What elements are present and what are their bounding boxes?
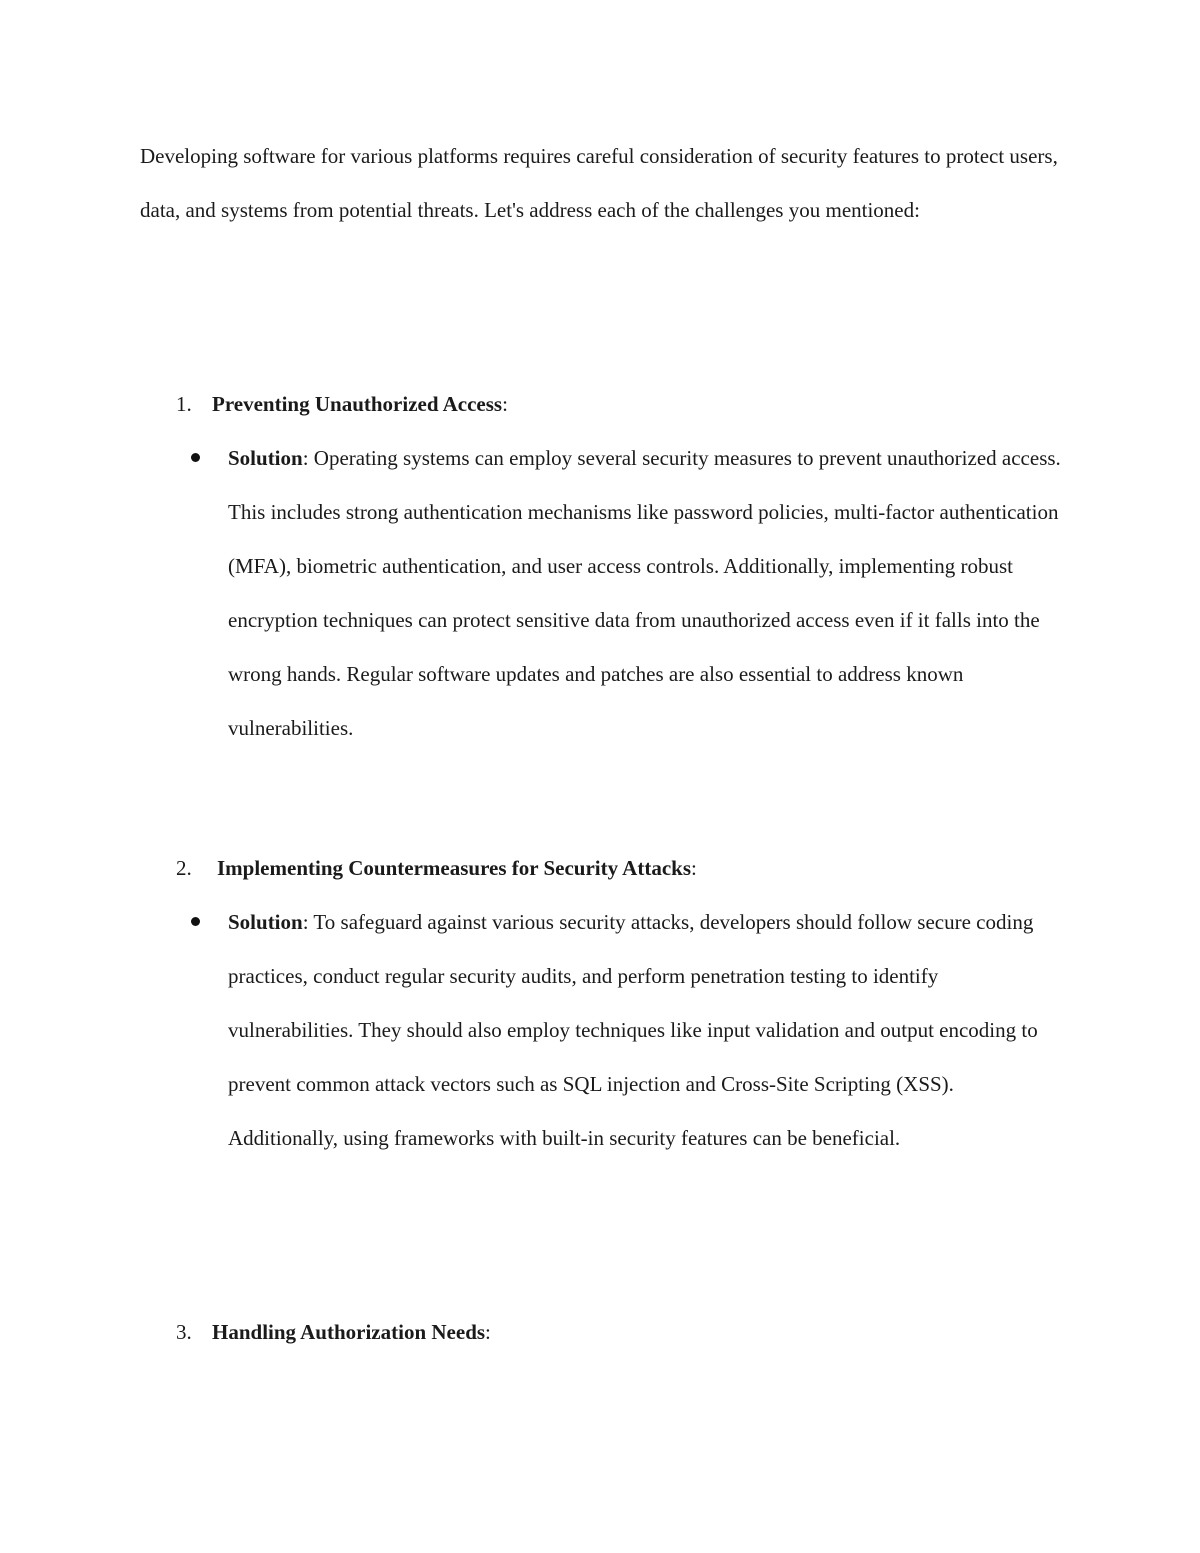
section-heading	[176, 841, 697, 895]
section-title: Preventing Unauthorized Access	[212, 392, 503, 416]
bullet-icon	[191, 917, 200, 926]
section-title-colon: :	[485, 1320, 491, 1344]
bullet-paragraph	[228, 431, 1068, 755]
section-title: Implementing Countermeasures for Security Attacks	[217, 856, 692, 880]
section-number: 1.	[176, 392, 192, 416]
section-heading	[176, 1305, 491, 1359]
bullet-label-colon: :	[302, 446, 309, 470]
bullet-body: Operating systems can employ several security measures to prevent unauthorized access. This includes strong authentication mechanisms like password policies, multi-factor authentication (MFA), biometric authentication, and user access controls. Additionally, implementing robust encryption techniques can protect sensitive data from unauthorized access even if it falls into the wrong hands. Regular software updates and patches are also essential to address known vulnerabilities.	[228, 446, 1061, 740]
section-heading	[176, 377, 508, 431]
intro-paragraph: Developing software for various platforms requires careful consideration of security features to protect users, data, and systems from potential threats. Let's address each of the challenges you mentioned:	[140, 144, 1058, 222]
section-title-colon: :	[691, 856, 697, 880]
section-title-colon: :	[502, 392, 508, 416]
bullet-label: Solution	[228, 446, 303, 470]
section-number: 2.	[176, 856, 192, 880]
bullet-paragraph	[228, 895, 1068, 1165]
bullet-label-colon: :	[302, 910, 309, 934]
bullet-icon	[191, 453, 200, 462]
bullet-label: Solution	[228, 910, 303, 934]
bullet-body: To safeguard against various security attacks, developers should follow secure coding practices, conduct regular security audits, and perform penetration testing to identify vulnerabilities. They should also employ techniques like input validation and output encoding to prevent common attack vectors such as SQL injection and Cross-Site Scripting (XSS). Additionally, using frameworks with built-in security features can be beneficial.	[228, 910, 1038, 1150]
section-title: Handling Authorization Needs	[212, 1320, 486, 1344]
section-number: 3.	[176, 1320, 192, 1344]
